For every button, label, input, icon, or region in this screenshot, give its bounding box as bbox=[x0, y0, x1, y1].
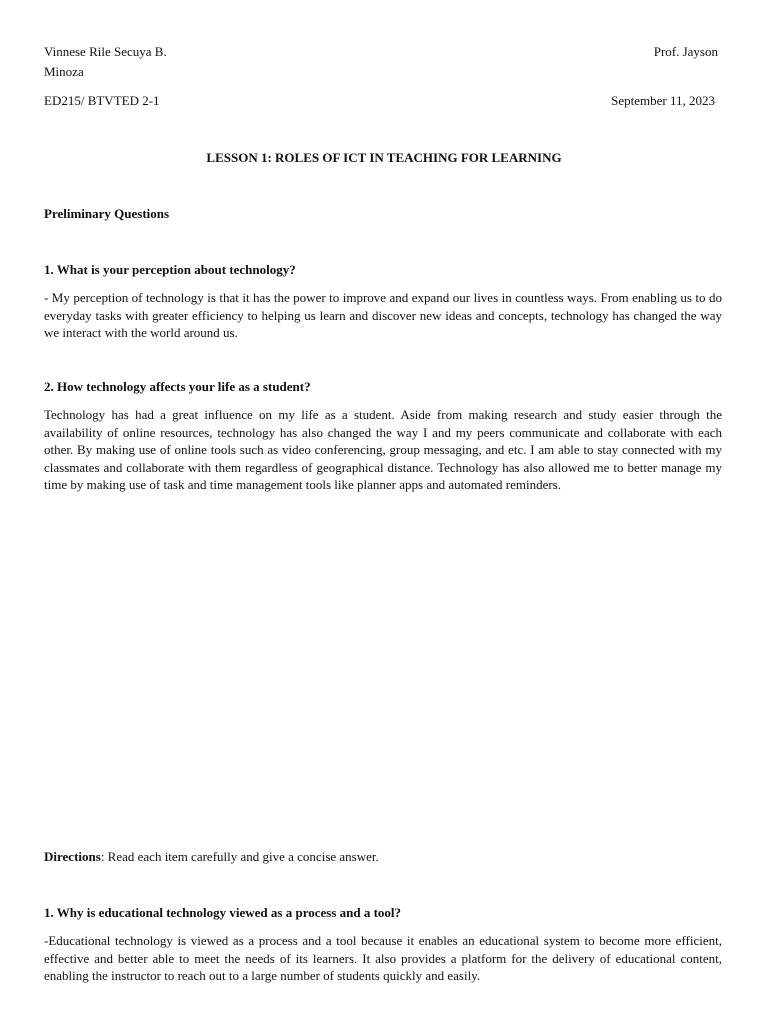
document-date: September 11, 2023 bbox=[611, 93, 715, 108]
student-name: Vinnese Rile Secuya B. bbox=[44, 44, 167, 59]
question-heading: 2. How technology affects your life as a student? bbox=[44, 379, 311, 394]
question-heading: 1. Why is educational technology viewed as a process and a tool? bbox=[44, 905, 402, 920]
answer-paragraph: Technology has had a great influence on my life as a student. Aside from making research and study easier through the availability of online resources, technology has also changed the way I and my peers communicate and collaborate with each other. By making use of online tools such as video conferencing, group messaging, and etc. I am able to stay connected with my classmates and collaborate with them regardless of geographical distance. Technology has also allowed me to better manage my time by making use of task and time management tools like planner apps and automated reminders. bbox=[44, 407, 722, 492]
answer-paragraph: -Educational technology is viewed as a process and a tool because it enables an educational system to become more efficient, effective and better able to meet the needs of its learners. It also provides a platform for the delivery of educational content, enabling the instructor to reach out to a large number of students quickly and easily. bbox=[44, 933, 722, 983]
directions-text: : Read each item carefully and give a concise answer. bbox=[100, 849, 379, 864]
section-heading-preliminary: Preliminary Questions bbox=[44, 206, 170, 221]
directions-line bbox=[44, 849, 379, 865]
lesson-title: LESSON 1: ROLES OF ICT IN TEACHING FOR LEARNING bbox=[206, 150, 562, 165]
question-heading: 1. What is your perception about technology? bbox=[44, 262, 296, 277]
answer-paragraph: - My perception of technology is that it has the power to improve and expand our lives in countless ways. From enabling us to do everyday tasks with greater efficiency to helping us learn and discover new ideas and concepts, technology has changed the way we interact with the world around us. bbox=[44, 290, 722, 340]
student-name-continued: Minoza bbox=[44, 64, 84, 79]
course-code: ED215/ BTVTED 2-1 bbox=[44, 93, 160, 108]
directions-label: Directions bbox=[44, 849, 101, 864]
professor-name: Prof. Jayson bbox=[653, 44, 718, 59]
